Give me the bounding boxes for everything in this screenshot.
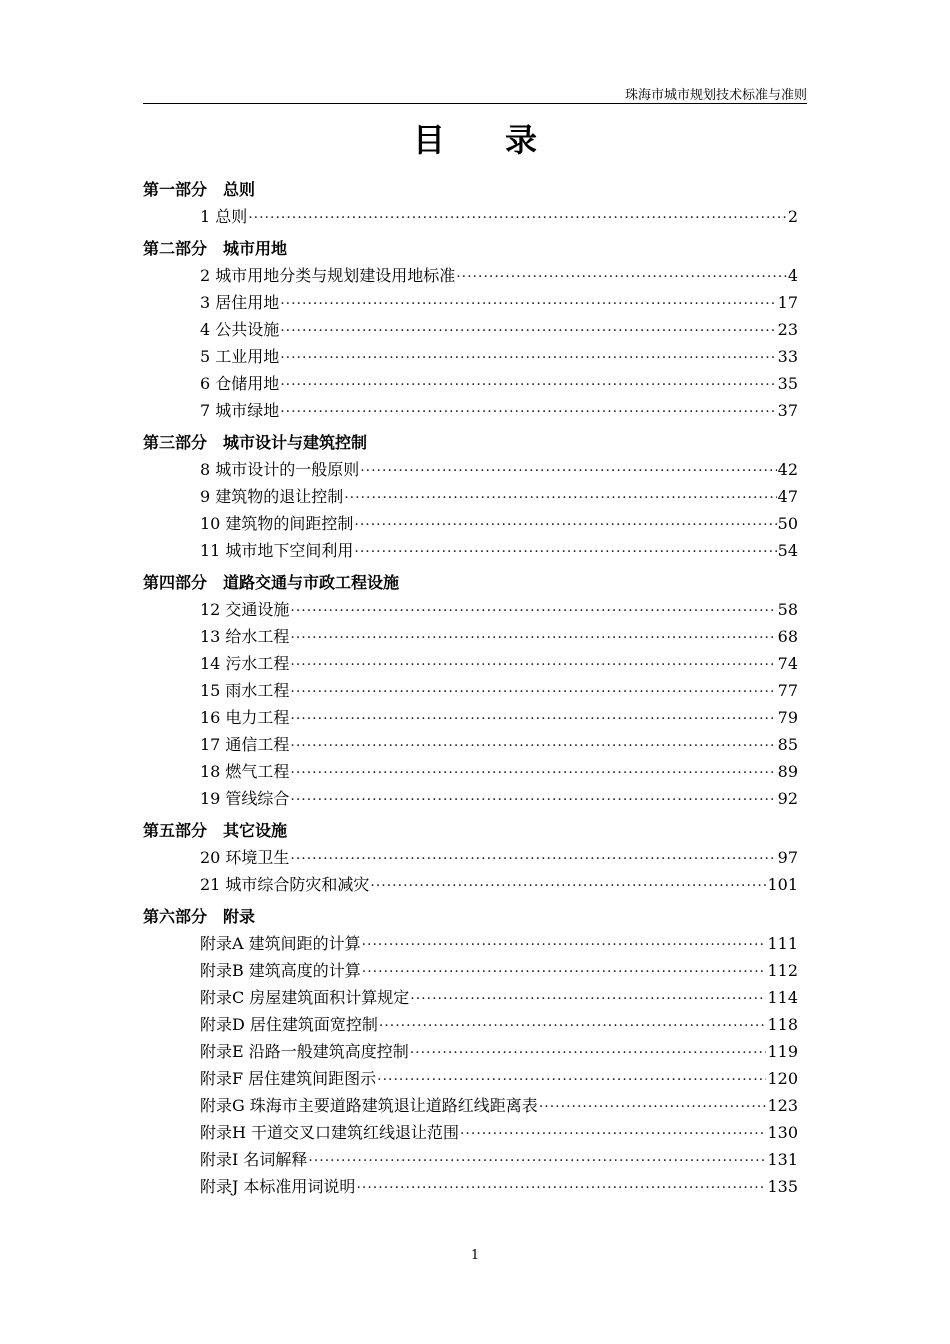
dot-leader <box>354 539 776 566</box>
dot-leader <box>410 1040 767 1067</box>
entry-page-number: 50 <box>777 514 798 533</box>
dot-leader <box>344 485 776 512</box>
entry-number: 附录H <box>200 1123 246 1142</box>
dot-leader <box>354 512 776 539</box>
entry-title: 雨水工程 <box>225 681 290 700</box>
dot-leader <box>379 1013 767 1040</box>
header-rule <box>143 103 807 104</box>
entry-page-number: 135 <box>767 1177 798 1196</box>
entry-number: 附录D <box>200 1015 245 1034</box>
toc-entry[interactable] <box>143 930 798 957</box>
dot-leader <box>290 598 776 625</box>
dot-leader <box>280 399 776 426</box>
entry-title: 沿路一般建筑高度控制 <box>248 1042 409 1061</box>
toc-section <box>143 429 798 564</box>
dot-leader <box>280 345 776 372</box>
entry-page-number: 74 <box>777 654 798 673</box>
entry-page-number: 35 <box>777 374 798 393</box>
table-of-contents <box>143 176 798 1205</box>
section-heading: 第五部分 其它设施 <box>143 821 288 840</box>
dot-leader <box>360 458 776 485</box>
toc-section <box>143 817 798 898</box>
entry-title: 居住用地 <box>215 293 280 312</box>
entry-title: 仓储用地 <box>215 374 280 393</box>
toc-entry[interactable] <box>143 343 798 370</box>
entry-number: 18 <box>200 762 221 781</box>
toc-entry[interactable] <box>143 1173 798 1200</box>
toc-entry[interactable] <box>143 1119 798 1146</box>
entry-title: 居住建筑间距图示 <box>248 1069 377 1088</box>
toc-entry[interactable] <box>143 844 798 871</box>
entry-number: 15 <box>200 681 221 700</box>
entry-page-number: 119 <box>767 1042 798 1061</box>
dot-leader <box>362 959 767 986</box>
entry-number: 21 <box>200 875 221 894</box>
dot-leader <box>290 652 776 679</box>
entry-title: 城市地下空间利用 <box>225 541 354 560</box>
entry-page-number: 2 <box>787 207 798 226</box>
entry-title: 通信工程 <box>225 735 290 754</box>
entry-page-number: 37 <box>777 401 798 420</box>
entry-title: 公共设施 <box>215 320 280 339</box>
entry-page-number: 130 <box>767 1123 798 1142</box>
entry-page-number: 131 <box>767 1150 798 1169</box>
entry-title: 建筑物的退让控制 <box>215 487 344 506</box>
entry-number: 5 <box>200 347 211 366</box>
entry-page-number: 77 <box>777 681 798 700</box>
entry-number: 1 <box>200 207 211 226</box>
toc-entry[interactable] <box>143 650 798 677</box>
entry-number: 16 <box>200 708 221 727</box>
entry-page-number: 97 <box>777 848 798 867</box>
toc-entry[interactable] <box>143 758 798 785</box>
toc-entry[interactable] <box>143 1038 798 1065</box>
section-heading: 第六部分 附录 <box>143 907 256 926</box>
entry-number: 3 <box>200 293 211 312</box>
entry-number: 附录I <box>200 1150 239 1169</box>
entry-number: 附录B <box>200 961 244 980</box>
toc-entry[interactable] <box>143 984 798 1011</box>
entry-title: 环境卫生 <box>225 848 290 867</box>
entry-title: 本标准用词说明 <box>243 1177 356 1196</box>
toc-entry[interactable] <box>143 731 798 758</box>
section-heading: 第一部分 总则 <box>143 180 256 199</box>
entry-page-number: 17 <box>777 293 798 312</box>
toc-section <box>143 176 798 230</box>
entry-number: 13 <box>200 627 221 646</box>
entry-title: 管线综合 <box>225 789 290 808</box>
toc-entry[interactable] <box>143 370 798 397</box>
dot-leader <box>280 291 776 318</box>
entry-page-number: 85 <box>777 735 798 754</box>
dot-leader <box>539 1094 767 1121</box>
entry-page-number: 33 <box>777 347 798 366</box>
toc-entry[interactable] <box>143 537 798 564</box>
entry-title: 城市用地分类与规划建设用地标准 <box>215 266 456 285</box>
dot-leader <box>280 372 776 399</box>
entry-title: 工业用地 <box>215 347 280 366</box>
toc-entry[interactable] <box>143 871 798 898</box>
toc-entry[interactable] <box>143 1146 798 1173</box>
dot-leader <box>290 679 776 706</box>
entry-page-number: 118 <box>767 1015 798 1034</box>
entry-number: 8 <box>200 460 211 479</box>
entry-number: 附录E <box>200 1042 244 1061</box>
entry-page-number: 123 <box>767 1096 798 1115</box>
dot-leader <box>290 760 776 787</box>
entry-page-number: 101 <box>767 875 798 894</box>
entry-title: 城市综合防灾和减灾 <box>225 875 370 894</box>
entry-number: 附录J <box>200 1177 239 1196</box>
entry-page-number: 58 <box>777 600 798 619</box>
entry-title: 电力工程 <box>225 708 290 727</box>
toc-entry[interactable] <box>143 456 798 483</box>
toc-entry[interactable] <box>143 483 798 510</box>
toc-entry[interactable] <box>143 316 798 343</box>
entry-page-number: 111 <box>767 934 798 953</box>
entry-page-number: 79 <box>777 708 798 727</box>
entry-number: 9 <box>200 487 211 506</box>
entry-page-number: 42 <box>777 460 798 479</box>
entry-title: 珠海市主要道路建筑退让道路红线距离表 <box>249 1096 538 1115</box>
entry-page-number: 120 <box>767 1069 798 1088</box>
toc-entry[interactable] <box>143 596 798 623</box>
entry-title: 污水工程 <box>225 654 290 673</box>
toc-entry[interactable] <box>143 1065 798 1092</box>
entry-title: 房屋建筑面积计算规定 <box>249 988 410 1007</box>
dot-leader <box>356 1175 766 1202</box>
dot-leader <box>290 846 776 873</box>
entry-title: 交通设施 <box>225 600 290 619</box>
entry-number: 12 <box>200 600 221 619</box>
entry-title: 建筑高度的计算 <box>248 961 361 980</box>
entry-page-number: 47 <box>777 487 798 506</box>
section-heading: 第三部分 城市设计与建筑控制 <box>143 433 368 452</box>
dot-leader <box>280 318 776 345</box>
entry-title: 干道交叉口建筑红线退让范围 <box>250 1123 459 1142</box>
section-heading: 第四部分 道路交通与市政工程设施 <box>143 573 400 592</box>
dot-leader <box>290 733 776 760</box>
toc-entry[interactable] <box>143 289 798 316</box>
entry-number: 20 <box>200 848 221 867</box>
toc-entry[interactable] <box>143 704 798 731</box>
dot-leader <box>460 1121 766 1148</box>
toc-entry[interactable] <box>143 203 798 230</box>
toc-entry[interactable] <box>143 1011 798 1038</box>
toc-entry[interactable] <box>143 510 798 537</box>
entry-title: 城市绿地 <box>215 401 280 420</box>
entry-number: 附录F <box>200 1069 244 1088</box>
dot-leader <box>290 625 776 652</box>
toc-entry[interactable] <box>143 957 798 984</box>
entry-number: 10 <box>200 514 221 533</box>
toc-section <box>143 569 798 812</box>
entry-number: 17 <box>200 735 221 754</box>
entry-number: 6 <box>200 374 211 393</box>
dot-leader <box>456 264 787 291</box>
entry-number: 7 <box>200 401 211 420</box>
toc-entry[interactable] <box>143 677 798 704</box>
entry-page-number: 92 <box>777 789 798 808</box>
entry-number: 19 <box>200 789 221 808</box>
dot-leader <box>410 986 766 1013</box>
entry-title: 建筑物的间距控制 <box>225 514 354 533</box>
entry-number: 附录G <box>200 1096 245 1115</box>
entry-title: 燃气工程 <box>225 762 290 781</box>
entry-title: 总则 <box>215 207 248 226</box>
page-number: 1 <box>470 1248 480 1263</box>
entry-page-number: 23 <box>777 320 798 339</box>
toc-entry[interactable] <box>143 397 798 424</box>
dot-leader <box>377 1067 766 1094</box>
running-header: 珠海市城市规划技术标准与准则 <box>624 88 807 103</box>
entry-title: 给水工程 <box>225 627 290 646</box>
entry-number: 2 <box>200 266 211 285</box>
dot-leader <box>370 873 766 900</box>
section-heading: 第二部分 城市用地 <box>143 239 288 258</box>
entry-page-number: 114 <box>767 988 798 1007</box>
entry-page-number: 112 <box>767 961 798 980</box>
entry-number: 附录A <box>200 934 244 953</box>
dot-leader <box>248 205 787 232</box>
toc-section <box>143 235 798 424</box>
page-title: 目录 <box>412 121 597 159</box>
dot-leader <box>290 787 776 814</box>
entry-number: 14 <box>200 654 221 673</box>
entry-number: 11 <box>200 541 221 560</box>
toc-entry[interactable] <box>143 785 798 812</box>
toc-section <box>143 903 798 1200</box>
entry-page-number: 68 <box>777 627 798 646</box>
toc-entry[interactable] <box>143 1092 798 1119</box>
entry-title: 名词解释 <box>243 1150 308 1169</box>
entry-page-number: 54 <box>777 541 798 560</box>
entry-title: 居住建筑面宽控制 <box>249 1015 378 1034</box>
toc-entry[interactable] <box>143 262 798 289</box>
entry-title: 建筑间距的计算 <box>248 934 361 953</box>
dot-leader <box>308 1148 766 1175</box>
entry-title: 城市设计的一般原则 <box>215 460 360 479</box>
entry-page-number: 4 <box>787 266 798 285</box>
entry-number: 附录C <box>200 988 245 1007</box>
toc-entry[interactable] <box>143 623 798 650</box>
dot-leader <box>290 706 776 733</box>
dot-leader <box>362 932 767 959</box>
entry-number: 4 <box>200 320 211 339</box>
entry-page-number: 89 <box>777 762 798 781</box>
